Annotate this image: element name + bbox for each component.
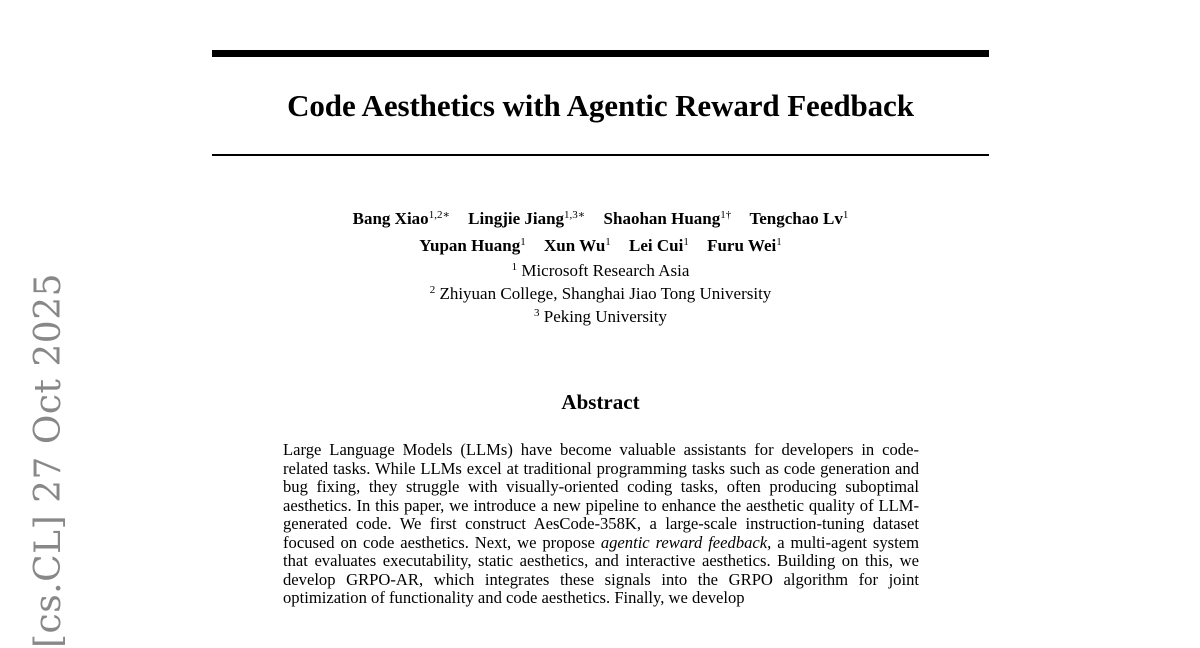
author: Yupan Huang$^1$ xyxy=(419,236,526,255)
author: Lei Cui$^1$ xyxy=(629,236,689,255)
affiliation: $^2$ Zhiyuan College, Shanghai Jiao Tong University xyxy=(429,284,772,303)
title-top-rule xyxy=(212,50,989,57)
abstract-emphasis: agentic reward feedback xyxy=(600,532,768,552)
author: Xun Wu$^1$ xyxy=(544,236,611,255)
author: Bang Xiao$^{1,2∗}$ xyxy=(352,209,450,228)
affiliation-list xyxy=(212,259,989,328)
author: Furu Wei$^1$ xyxy=(707,236,782,255)
arxiv-identifier-sidebar: [cs.CL] 27 Oct 2025 xyxy=(28,272,69,648)
author-list xyxy=(212,205,989,259)
title-bottom-rule xyxy=(212,154,989,156)
affiliation: $^3$ Peking University xyxy=(534,307,667,326)
paper-title: Code Aesthetics with Agentic Reward Feedback xyxy=(287,88,914,123)
abstract-heading: Abstract xyxy=(561,390,640,414)
author: Lingjie Jiang$^{1,3∗}$ xyxy=(468,209,586,228)
author-line-2 xyxy=(212,232,989,259)
author: Shaohan Huang$^{1\dagger}$ xyxy=(603,209,732,228)
abstract-body: Large Language Models (LLMs) have become valuable assistants for developers in code-related tasks. While LLMs excel at traditional programming tasks such as code generation and bug fixing, they struggle with visually-oriented coding tasks, often producing suboptimal aesthetics. In this paper, we introduce a new pipeline to enhance the aesthetic quality of LLM-generated code. We first construct AesCode-358K, a large-scale instruction-tuning dataset focused on code aesthetics. Next, we propose agentic reward feedback, a multi-agent system that evaluates executability, static aesthetics, and interactive aesthetics. Building on this, we develop GRPO-AR, which integrates these signals into the GRPO algorithm for joint optimization of functionality and code aesthetics. Finally, we develop xyxy=(283,440,919,607)
author: Tengchao Lv$^1$ xyxy=(749,209,849,228)
affiliation: $^1$ Microsoft Research Asia xyxy=(511,261,690,280)
author-line-1 xyxy=(212,205,989,232)
